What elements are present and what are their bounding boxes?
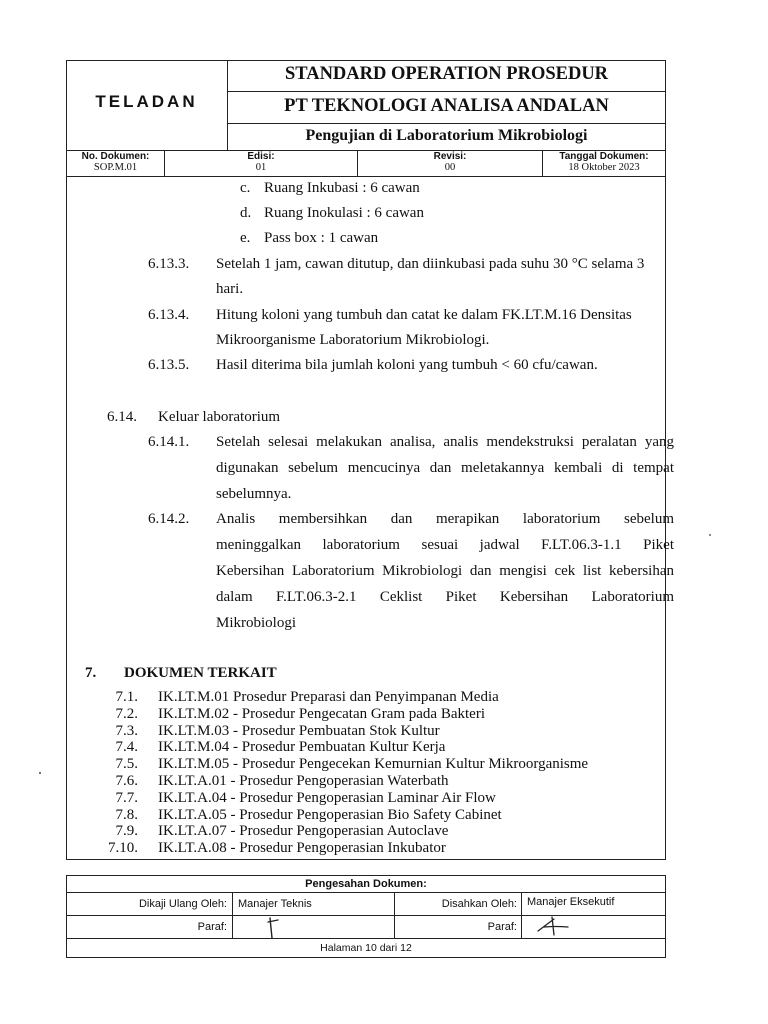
scan-speck [709, 534, 711, 536]
paragraph-line: Kebersihan Laboratorium Mikrobiologi dan mengisi cek list kebersihan [216, 563, 674, 579]
approved-by-value: Manajer Eksekutif [527, 896, 615, 908]
paragraph-line: Mikrobiologi [216, 615, 297, 631]
list-item [100, 706, 660, 723]
list-item [100, 756, 660, 773]
paragraph-line: sebelumnya. [216, 486, 292, 502]
section-number: 6.13.3. [148, 256, 190, 272]
list-item-number: 7.9. [115, 823, 138, 840]
paragraph-line: Hitung koloni yang tumbuh dan catat ke dalam FK.LT.M.16 Densitas [216, 307, 632, 323]
list-item-number: 7.8. [115, 806, 138, 823]
meta-doc-number [67, 151, 164, 173]
section-number: 6.14.2. [148, 511, 190, 527]
list-item-number: 7.5. [115, 756, 138, 773]
paragraph-line: Analis membersihkan dan merapikan laboratorium sebelum [216, 511, 674, 527]
paragraph-line: dalam F.LT.06.3-2.1 Ceklist Piket Kebersihan Laboratorium [216, 589, 674, 605]
list-item [100, 689, 660, 706]
list-item-number: 7.1. [115, 689, 138, 705]
section-number: 6.13.5. [148, 357, 190, 373]
signature-approver [536, 915, 570, 937]
approval-title: Pengesahan Dokumen: [305, 878, 427, 890]
section-number: 6.14.1. [148, 434, 190, 450]
list-item-text: Ruang Inokulasi : 6 cawan [264, 205, 424, 221]
signature-reviewer [264, 916, 284, 940]
related-documents-list [100, 689, 660, 857]
list-item-text: Pass box : 1 cawan [264, 230, 379, 246]
document-subtitle: Pengujian di Laboratorium Mikrobiologi [305, 127, 588, 144]
list-item: c. [240, 180, 251, 196]
paragraph-line: Mikroorganisme Laboratorium Mikrobiologi. [216, 332, 490, 348]
list-item-text: IK.LT.M.01 Prosedur Preparasi dan Penyimpanan Media [158, 689, 499, 705]
list-item: d. [240, 205, 252, 221]
meta-value: 18 Oktober 2023 [568, 162, 640, 173]
section-heading: DOKUMEN TERKAIT [124, 665, 277, 681]
paragraph-line: Setelah selesai melakukan analisa, analis mendekstruksi peralatan yang [216, 434, 674, 450]
meta-value: 01 [255, 162, 267, 173]
paragraph-line: Hasil diterima bila jumlah koloni yang tumbuh < 60 cfu/cawan. [216, 357, 598, 373]
list-item-text: IK.LT.M.05 - Prosedur Pengecekan Kemurnian Kultur Mikroorganisme [158, 756, 589, 773]
section-number: 6.14. [107, 409, 137, 425]
page-number: Halaman 10 dari 12 [320, 942, 412, 954]
meta-label: Tanggal Dokumen: [559, 151, 649, 162]
paragraph-line: Setelah 1 jam, cawan ditutup, dan diinkubasi pada suhu 30 °C selama 3 [216, 256, 645, 272]
list-item-text: IK.LT.M.04 - Prosedur Pembuatan Kultur Kerja [158, 739, 446, 756]
list-item [100, 823, 660, 840]
meta-edition [165, 151, 357, 173]
list-item-text: Ruang Inkubasi : 6 cawan [264, 180, 420, 196]
list-item-text: IK.LT.A.07 - Prosedur Pengoperasian Autoclave [158, 823, 449, 840]
list-item: e. [240, 230, 251, 246]
section-number: 7. [85, 665, 97, 681]
content-border-bottom [66, 859, 666, 860]
list-item-number: 7.3. [115, 722, 138, 739]
meta-revision [358, 151, 542, 173]
list-item-text: IK.LT.M.03 - Prosedur Pembuatan Stok Kultur [158, 722, 440, 739]
list-item-text: IK.LT.A.04 - Prosedur Pengoperasian Laminar Air Flow [158, 789, 496, 806]
meta-label: Revisi: [433, 151, 467, 162]
paragraph-line: hari. [216, 281, 244, 297]
paraf-label-left: Paraf: [197, 921, 227, 933]
list-item-text: IK.LT.A.05 - Prosedur Pengoperasian Bio Safety Cabinet [158, 806, 502, 823]
list-item [100, 739, 660, 756]
paragraph-line: digunakan sebelum mencucinya dan meletakannya kembali di tempat [216, 460, 674, 476]
list-item [100, 723, 660, 740]
company-name: PT TEKNOLOGI ANALISA ANDALAN [284, 96, 609, 116]
list-item-number: 7.2. [115, 705, 138, 722]
list-item [100, 790, 660, 807]
list-item-number: 7.4. [115, 739, 138, 756]
list-item-number: 7.10. [108, 840, 138, 857]
list-item-text: IK.LT.A.01 - Prosedur Pengoperasian Waterbath [158, 772, 449, 789]
section-number: 6.13.4. [148, 307, 190, 323]
list-item [100, 807, 660, 824]
list-item-text: IK.LT.A.08 - Prosedur Pengoperasian Inkubator [158, 840, 446, 857]
list-item [100, 840, 660, 857]
content-border-left [66, 176, 67, 860]
meta-label: Edisi: [247, 151, 275, 162]
approved-by-label: Disahkan Oleh: [441, 898, 517, 910]
meta-date [543, 151, 665, 173]
meta-value: SOP.M.01 [93, 162, 138, 173]
meta-label: No. Dokumen: [81, 151, 150, 162]
reviewed-by-value: Manajer Teknis [238, 898, 312, 910]
meta-value: 00 [444, 162, 456, 173]
paragraph-line: meninggalkan laboratorium sesuai jadwal F.LT.06.3-1.1 Piket [216, 537, 674, 553]
header-title: STANDARD OPERATION PROSEDUR [284, 64, 609, 84]
paraf-label-right: Paraf: [487, 921, 517, 933]
scan-speck [39, 772, 41, 774]
list-item-number: 7.7. [115, 789, 138, 806]
reviewed-by-label: Dikaji Ulang Oleh: [138, 898, 227, 910]
list-item-number: 7.6. [115, 772, 138, 789]
list-item-text: IK.LT.M.02 - Prosedur Pengecatan Gram pada Bakteri [158, 705, 485, 722]
section-title: Keluar laboratorium [158, 409, 281, 425]
company-logo: TELADAN [95, 92, 198, 111]
list-item [100, 773, 660, 790]
